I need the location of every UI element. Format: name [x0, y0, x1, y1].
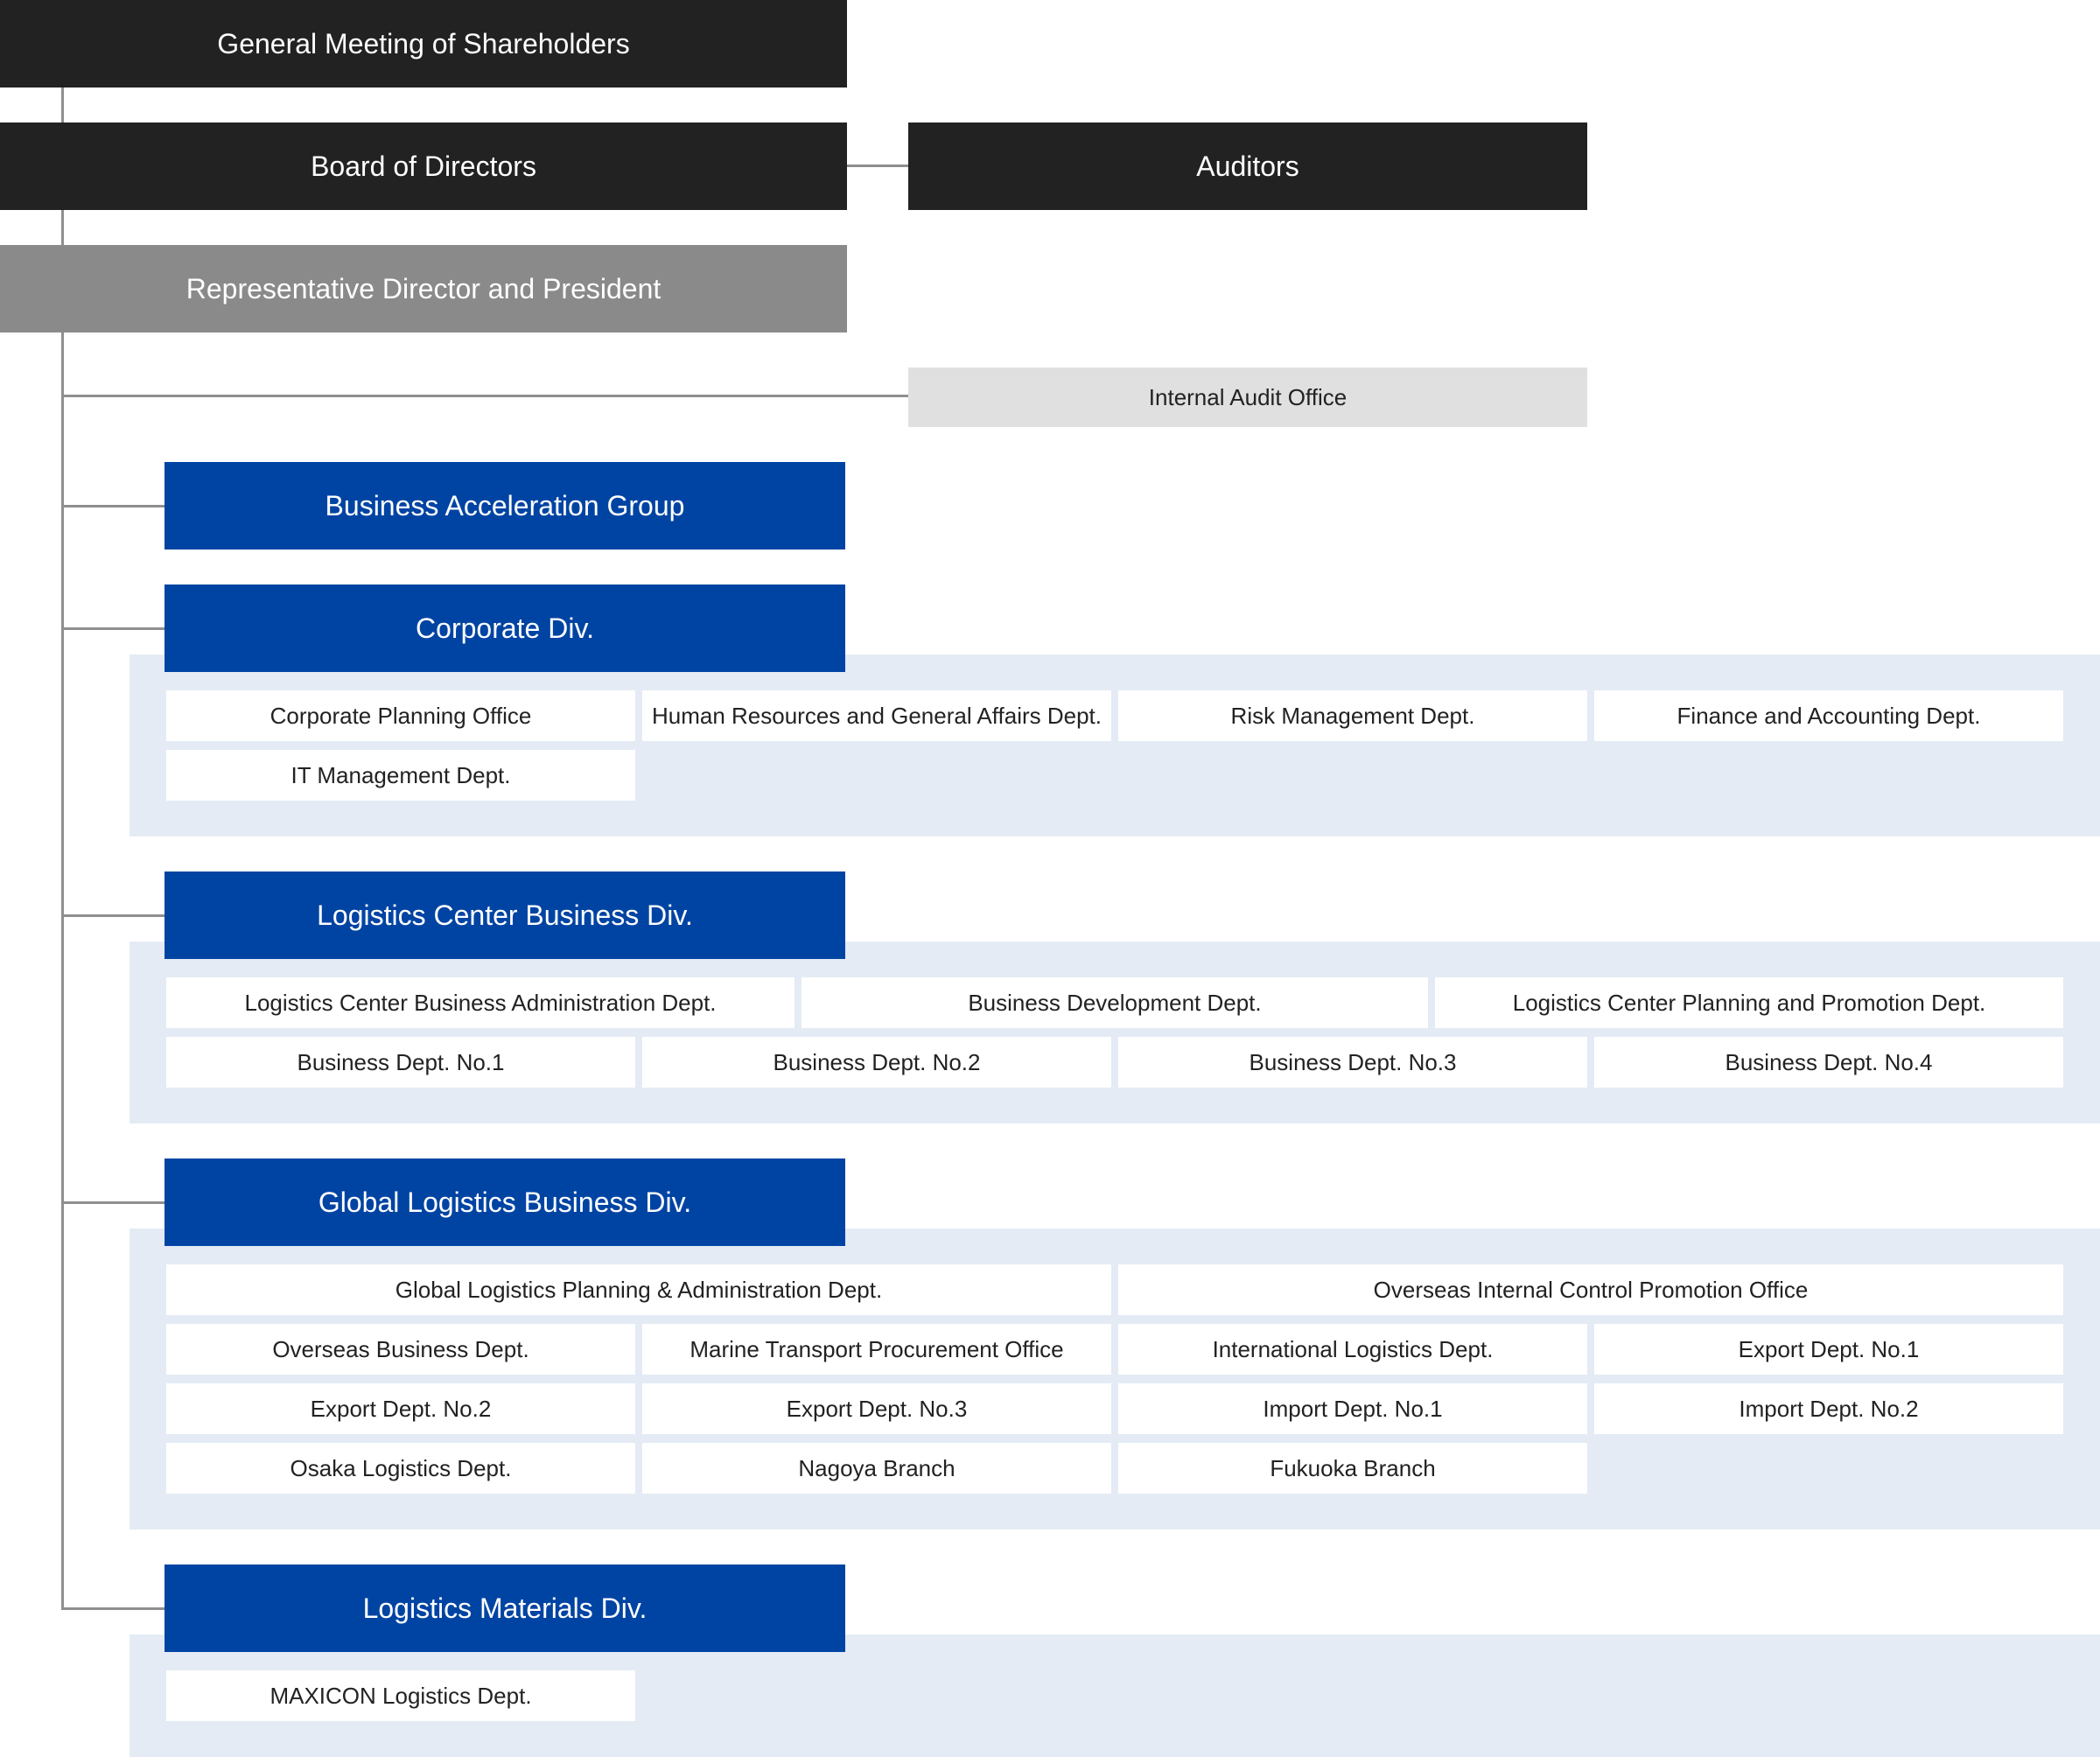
- board-auditors-connector: [847, 164, 908, 167]
- global-logistics-connector: [61, 1201, 164, 1204]
- business-acceleration-group-box: Business Acceleration Group: [164, 462, 845, 550]
- dept-import-no2: Import Dept. No.2: [1594, 1383, 2063, 1434]
- shareholders-box: General Meeting of Shareholders: [0, 0, 847, 88]
- logistics-center-connector: [61, 914, 164, 917]
- president-box: Representative Director and President: [0, 245, 847, 332]
- dept-business-development: Business Development Dept.: [802, 977, 1428, 1028]
- business-acceleration-connector: [61, 505, 164, 508]
- dept-marine-transport-procurement: Marine Transport Procurement Office: [642, 1324, 1111, 1375]
- dept-risk-management: Risk Management Dept.: [1118, 690, 1587, 741]
- board-of-directors-box: Board of Directors: [0, 122, 847, 210]
- dept-human-resources-general-affairs: Human Resources and General Affairs Dept.: [642, 690, 1111, 741]
- internal-audit-office-box: Internal Audit Office: [908, 368, 1587, 427]
- internal-audit-connector: [61, 395, 908, 397]
- dept-international-logistics: International Logistics Dept.: [1118, 1324, 1587, 1375]
- corporate-dept-panel: [130, 654, 2100, 836]
- dept-export-no2: Export Dept. No.2: [166, 1383, 635, 1434]
- corporate-connector: [61, 627, 164, 630]
- logistics-materials-div-box: Logistics Materials Div.: [164, 1564, 845, 1652]
- dept-maxicon-logistics: MAXICON Logistics Dept.: [166, 1670, 635, 1721]
- dept-logistics-center-business-administration: Logistics Center Business Administration Dept.: [166, 977, 794, 1028]
- dept-logistics-center-planning-promotion: Logistics Center Planning and Promotion Dept.: [1435, 977, 2063, 1028]
- corporate-div-box: Corporate Div.: [164, 584, 845, 672]
- dept-business-no3: Business Dept. No.3: [1118, 1037, 1587, 1088]
- dept-osaka-logistics: Osaka Logistics Dept.: [166, 1443, 635, 1494]
- logistics-materials-connector: [61, 1607, 164, 1610]
- logistics-center-div-box: Logistics Center Business Div.: [164, 872, 845, 959]
- dept-corporate-planning-office: Corporate Planning Office: [166, 690, 635, 741]
- dept-export-no1: Export Dept. No.1: [1594, 1324, 2063, 1375]
- dept-overseas-business: Overseas Business Dept.: [166, 1324, 635, 1375]
- auditors-box: Auditors: [908, 122, 1587, 210]
- dept-it-management: IT Management Dept.: [166, 750, 635, 801]
- logistics-center-dept-panel: [130, 942, 2100, 1124]
- dept-overseas-internal-control-promotion: Overseas Internal Control Promotion Office: [1118, 1264, 2063, 1315]
- dept-fukuoka-branch: Fukuoka Branch: [1118, 1443, 1587, 1494]
- global-logistics-div-box: Global Logistics Business Div.: [164, 1158, 845, 1246]
- dept-business-no4: Business Dept. No.4: [1594, 1037, 2063, 1088]
- dept-global-logistics-planning-administration: Global Logistics Planning & Administration Dept.: [166, 1264, 1111, 1315]
- dept-finance-accounting: Finance and Accounting Dept.: [1594, 690, 2063, 741]
- dept-import-no1: Import Dept. No.1: [1118, 1383, 1587, 1434]
- dept-nagoya-branch: Nagoya Branch: [642, 1443, 1111, 1494]
- dept-business-no2: Business Dept. No.2: [642, 1037, 1111, 1088]
- dept-business-no1: Business Dept. No.1: [166, 1037, 635, 1088]
- dept-export-no3: Export Dept. No.3: [642, 1383, 1111, 1434]
